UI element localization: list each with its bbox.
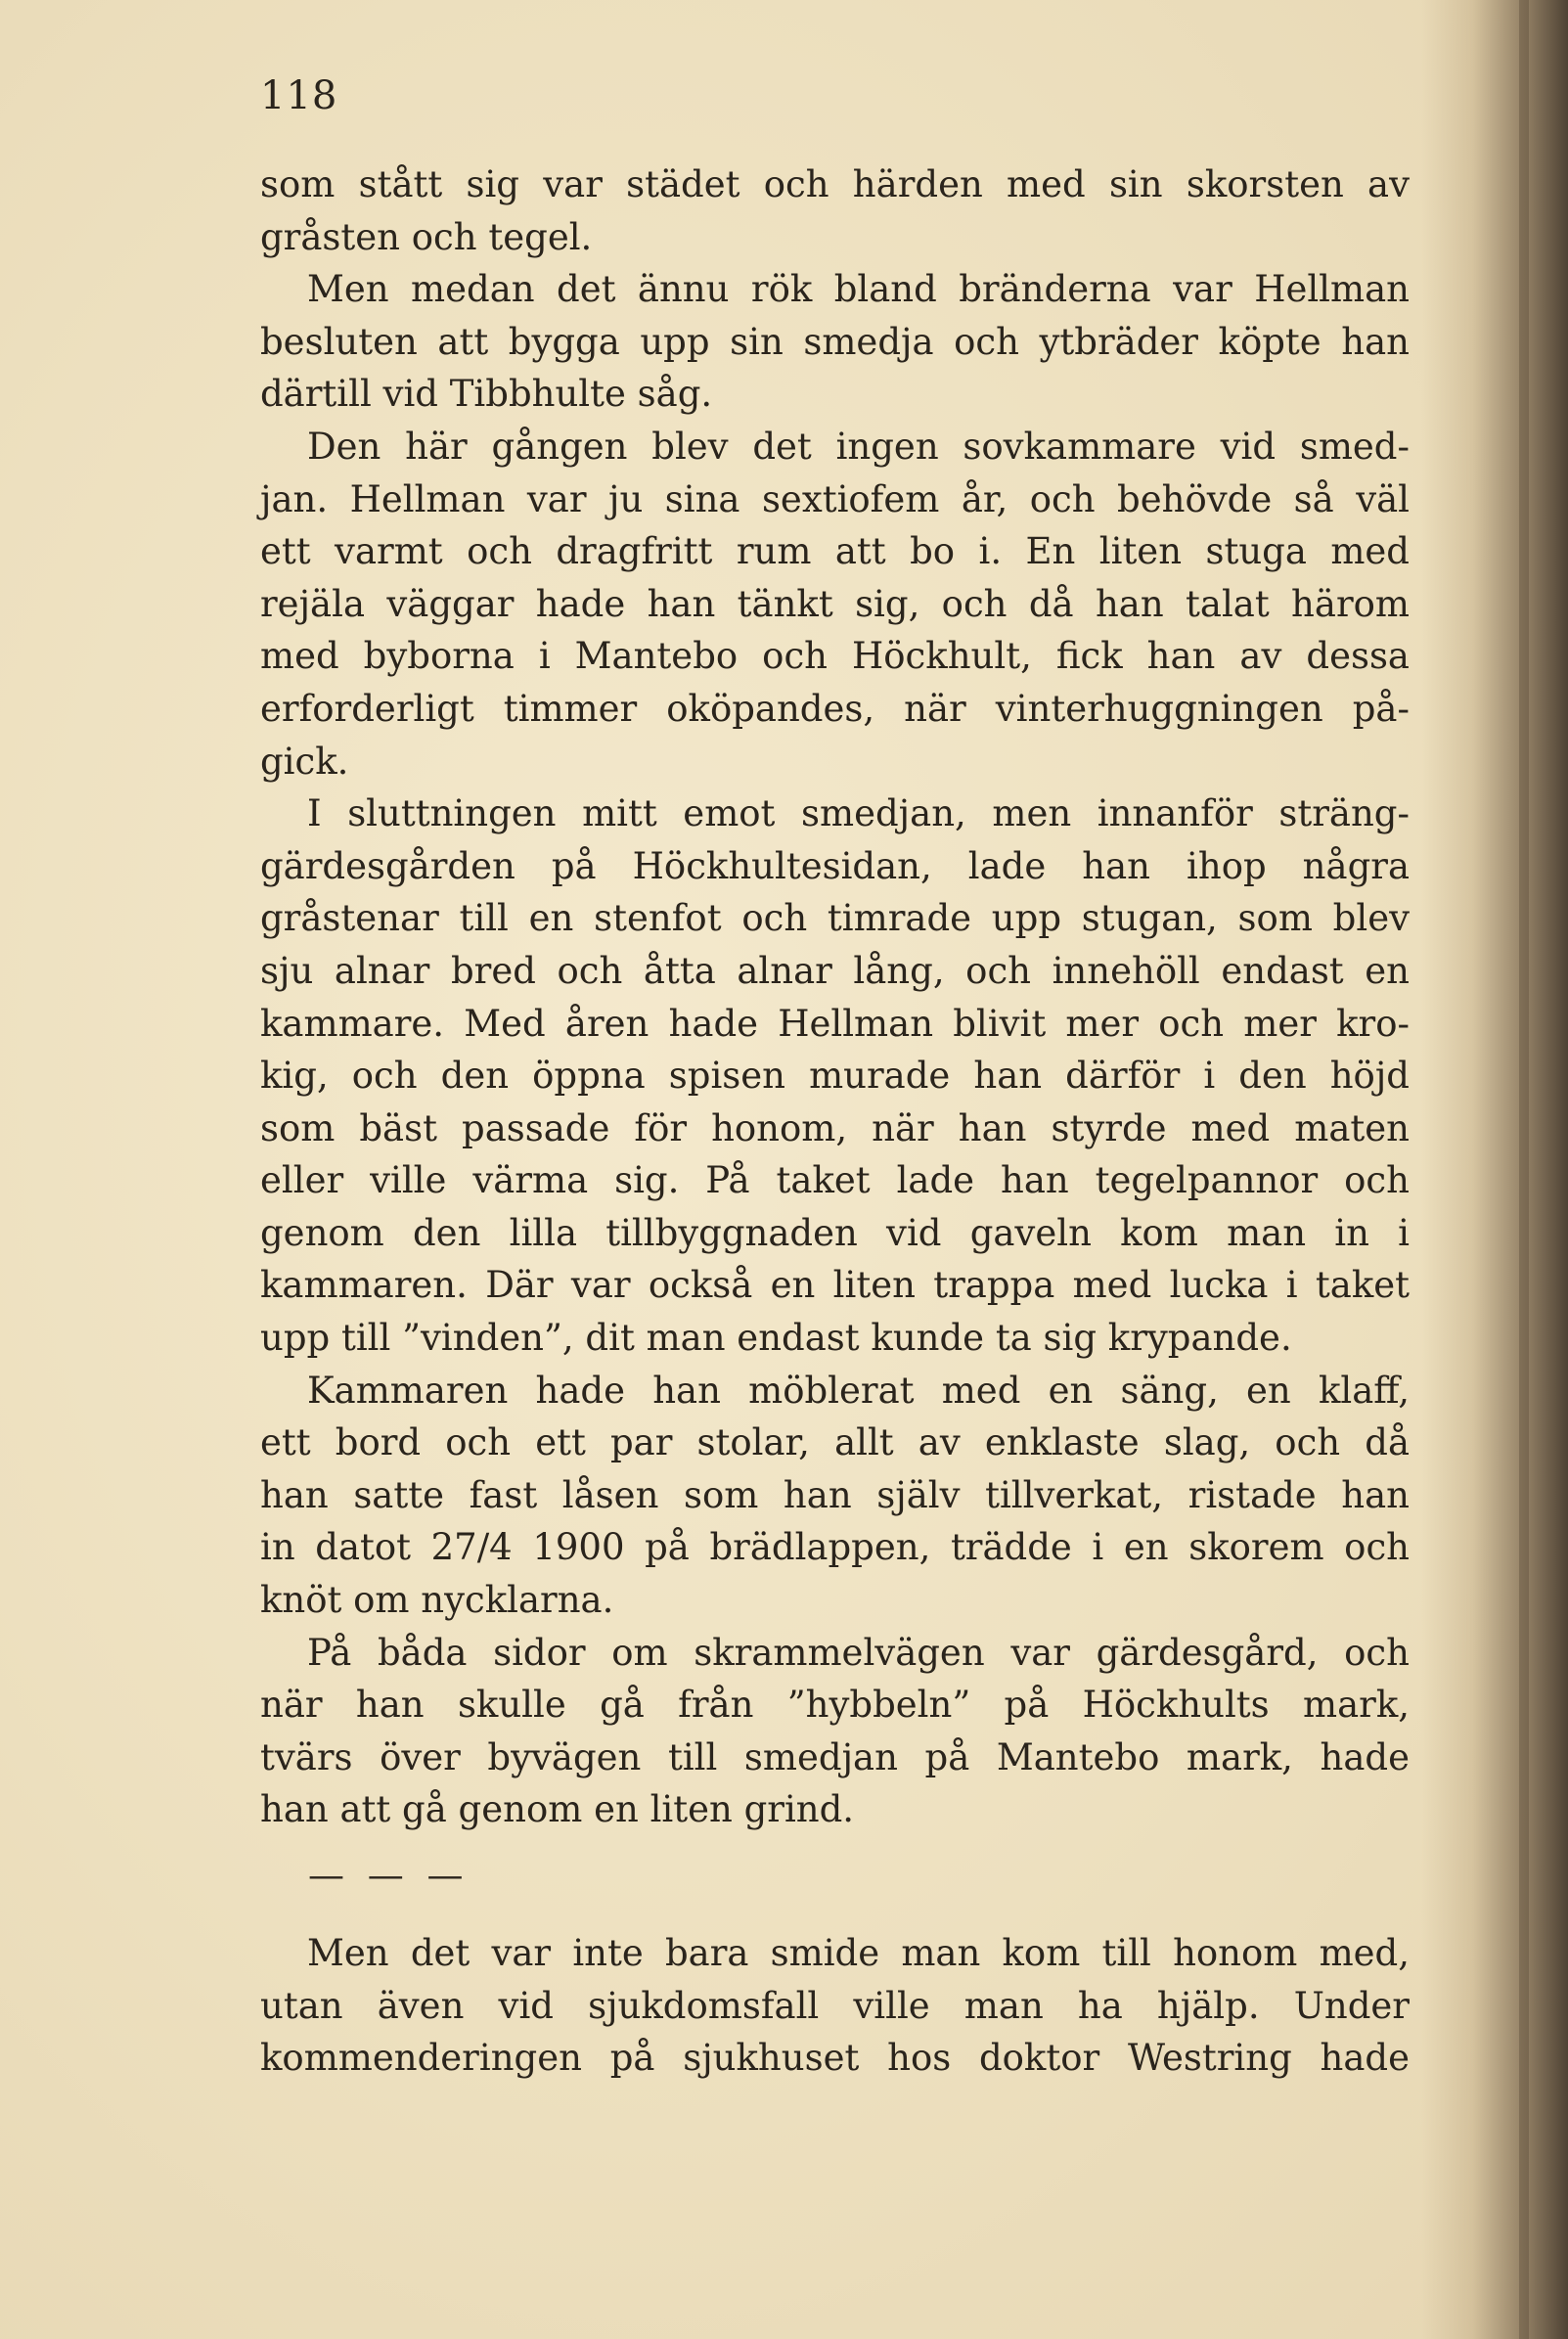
text-line: när han skulle gå från ”hybbeln” på Höckhults mark, bbox=[260, 1684, 1410, 1727]
text-line: Den här gången blev det ingen sovkammare vid smed- bbox=[307, 425, 1410, 468]
text-line: upp till ”vinden”, dit man endast kunde ta sig krypande. bbox=[260, 1317, 1292, 1360]
text-line: genom den lilla tillbyggnaden vid gaveln kom man in i bbox=[260, 1211, 1410, 1254]
text-line: kommenderingen på sjukhuset hos doktor Westring hade bbox=[260, 2037, 1410, 2080]
text-line: gick. bbox=[260, 740, 349, 783]
text-line: sju alnar bred och åtta alnar lång, och innehöll endast en bbox=[260, 949, 1410, 992]
text-line: utan även vid sjukdomsfall ville man ha hjälp. Under bbox=[260, 1984, 1410, 2027]
text-line: kammaren. Där var också en liten trappa med lucka i taket bbox=[260, 1264, 1410, 1307]
text-line: som bäst passade för honom, när han styrde med maten bbox=[260, 1106, 1410, 1149]
text-line: Kammaren hade han möblerat med en säng, en klaff, bbox=[307, 1369, 1410, 1412]
text-line: Men det var inte bara smide man kom till honom med, bbox=[307, 1932, 1410, 1974]
text-line: kig, och den öppna spisen murade han därför i den höjd bbox=[260, 1055, 1410, 1098]
text-line: I sluttningen mitt emot smedjan, men innanför sträng- bbox=[307, 792, 1410, 835]
text-line: gärdesgården på Höckhultesidan, lade han ihop några bbox=[260, 844, 1410, 887]
spine-edge bbox=[1519, 0, 1529, 2339]
text-line: gråstenar till en stenfot och timrade upp stugan, som blev bbox=[260, 897, 1410, 940]
text-line: ett varmt och dragfritt rum att bo i. En liten stuga med bbox=[260, 530, 1410, 573]
text-line: in datot 27/4 1900 på brädlappen, trädde i en skorem och bbox=[260, 1526, 1410, 1569]
spine-shadow bbox=[1421, 0, 1568, 2339]
text-line: gråsten och tegel. bbox=[260, 215, 593, 258]
text-line: knöt om nycklarna. bbox=[260, 1579, 614, 1622]
text-line: han att gå genom en liten grind. bbox=[260, 1788, 855, 1831]
body-text-continued bbox=[260, 1927, 1410, 2085]
text-line: som stått sig var städet och härden med sin skorsten av bbox=[260, 163, 1410, 205]
text-line: han satte fast låsen som han själv tillverkat, ristade han bbox=[260, 1473, 1410, 1516]
text-line: eller ville värma sig. På taket lade han tegelpannor och bbox=[260, 1159, 1410, 1202]
body-text bbox=[260, 158, 1410, 1836]
page-number: 118 bbox=[260, 73, 338, 118]
text-line: På båda sidor om skrammelvägen var gärdesgård, och bbox=[307, 1631, 1410, 1674]
text-line: tvärs över byvägen till smedjan på Mantebo mark, hade bbox=[260, 1735, 1410, 1778]
text-line: jan. Hellman var ju sina sextiofem år, och behövde så väl bbox=[260, 477, 1410, 520]
text-line: Men medan det ännu rök bland bränderna var Hellman bbox=[307, 268, 1410, 311]
text-line: därtill vid Tibbhulte såg. bbox=[260, 373, 713, 416]
text-line: erforderligt timmer oköpandes, när vinterhuggningen på- bbox=[260, 687, 1410, 730]
text-line: kammare. Med åren hade Hellman blivit mer och mer kro- bbox=[260, 1002, 1410, 1045]
text-line: rejäla väggar hade han tänkt sig, och då han talat härom bbox=[260, 582, 1410, 625]
text-line: med byborna i Mantebo och Höckhult, fick han av dessa bbox=[260, 635, 1410, 678]
text-line: ett bord och ett par stolar, allt av enklaste slag, och då bbox=[260, 1421, 1410, 1464]
text-line: besluten att bygga upp sin smedja och ytbräder köpte han bbox=[260, 320, 1410, 363]
section-separator: — — — bbox=[308, 1854, 470, 1896]
